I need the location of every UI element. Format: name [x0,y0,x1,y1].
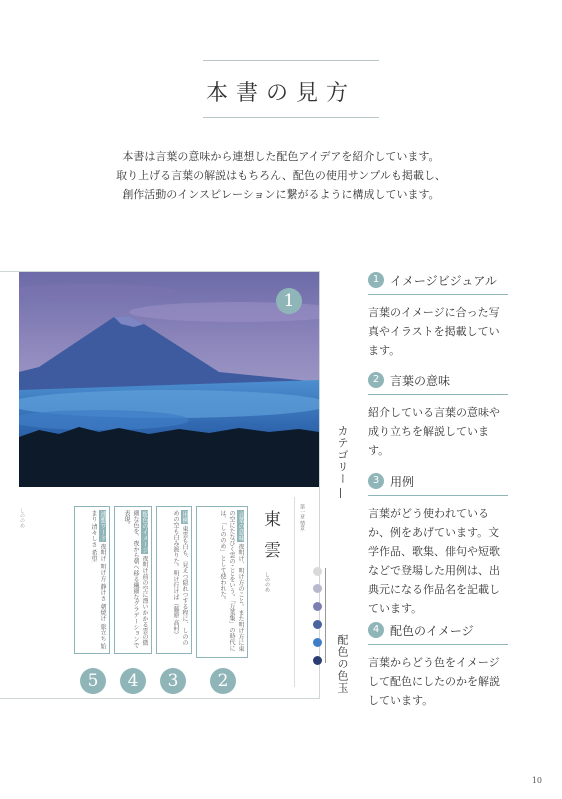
badge-number: 4 [120,668,146,694]
section-rule [368,644,508,645]
box-text: 夜明け前の空に漂いかかる雲の微細な色を、夜から朝へ移る繊細なグラデーションで表現。 [123,510,148,648]
palette-swatch [313,567,322,576]
box-text: 東雲も白も、見えつ隠れつする程に、しののめの空も白み渡りた。明け行けば（藤原 高村） [172,510,188,646]
meaning-box [196,506,248,658]
intro-line: 本書は言葉の意味から連想した配色アイデアを紹介しています。 [122,150,440,163]
chapter-label: 第一章 情景 [299,504,305,531]
chapter-divider [294,497,295,687]
headword: 東雲 [260,510,280,572]
palette-swatch [313,638,322,647]
intro-line: 取り上げる言葉の解説はもちろん、配色の使用サンプルも掲載し、 [116,169,446,182]
title-rule-top [203,60,379,61]
badge-number: 2 [210,668,236,694]
palette-swatch [313,602,322,611]
section-title: 配色のイメージ [390,623,474,638]
section-meaning [368,370,518,460]
usage-box [156,506,192,654]
box-text: 夜明け 明け方 静けさ 朝焼け 旅立ち 始まり 清々しさ 希望 [90,510,106,650]
section-rule [368,394,508,395]
section-body: 言葉のイメージに合った写真やイラストを掲載しています。 [368,306,500,357]
section-number: 3 [368,473,384,489]
section-title: 言葉の意味 [390,373,451,388]
palette-swatch [313,584,322,593]
badge-number: 5 [80,668,106,694]
category-pointer [340,488,341,498]
palette-bracket [325,568,326,663]
intro-text [0,147,562,204]
associated-words-box [74,506,110,654]
box-heading: 言葉の意味 [237,511,244,541]
page-title: 本書の見方 [205,81,356,106]
section-number: 1 [368,272,384,288]
section-number: 2 [368,372,384,388]
badge-number: 3 [160,668,186,694]
section-rule [368,294,508,295]
sample-spread [0,271,320,699]
palette-label: 配色の色玉 [336,634,349,694]
section-number: 4 [368,622,384,638]
section-usage [368,471,518,618]
color-image-box [114,506,152,654]
caption-text: しののめ [19,508,25,528]
image-visual-photo [19,272,319,487]
section-rule [368,495,508,496]
intro-line: 創作活動のインスピレーションに繋がるように構成しています。 [122,188,440,201]
box-heading: 連想ワード [99,511,106,541]
section-title: イメージビジュアル [390,273,497,288]
box-text: 夜明け、明け方のこと。また明け方に東の空にたなびく雲のことをいう。「万葉集」の時代には、「しののめ」として使われた。 [219,510,244,652]
title-rule-bottom [203,117,379,118]
palette-swatch [313,620,322,629]
section-body: 言葉がどう使われているか、例をあげています。文学作品、歌集、俳句や短歌などで登場した用例は、出典元になる作品名を記載しています。 [368,507,500,615]
section-body: 紹介している言葉の意味や成り立ちを解説しています。 [368,406,500,457]
palette-swatch [313,656,322,665]
badge-number: 1 [276,288,302,314]
headword-reading: しののめ [264,572,270,592]
box-heading: 用例 [181,511,188,523]
section-color-image [368,620,518,710]
category-label: カテゴリー [336,425,349,485]
page-number: 10 [531,776,542,785]
section-image-visual [368,270,518,360]
section-title: 用例 [390,474,415,489]
box-heading: 配色のイメージ [141,511,148,553]
section-body: 言葉からどう色をイメージして配色にしたのかを解説しています。 [368,656,500,707]
